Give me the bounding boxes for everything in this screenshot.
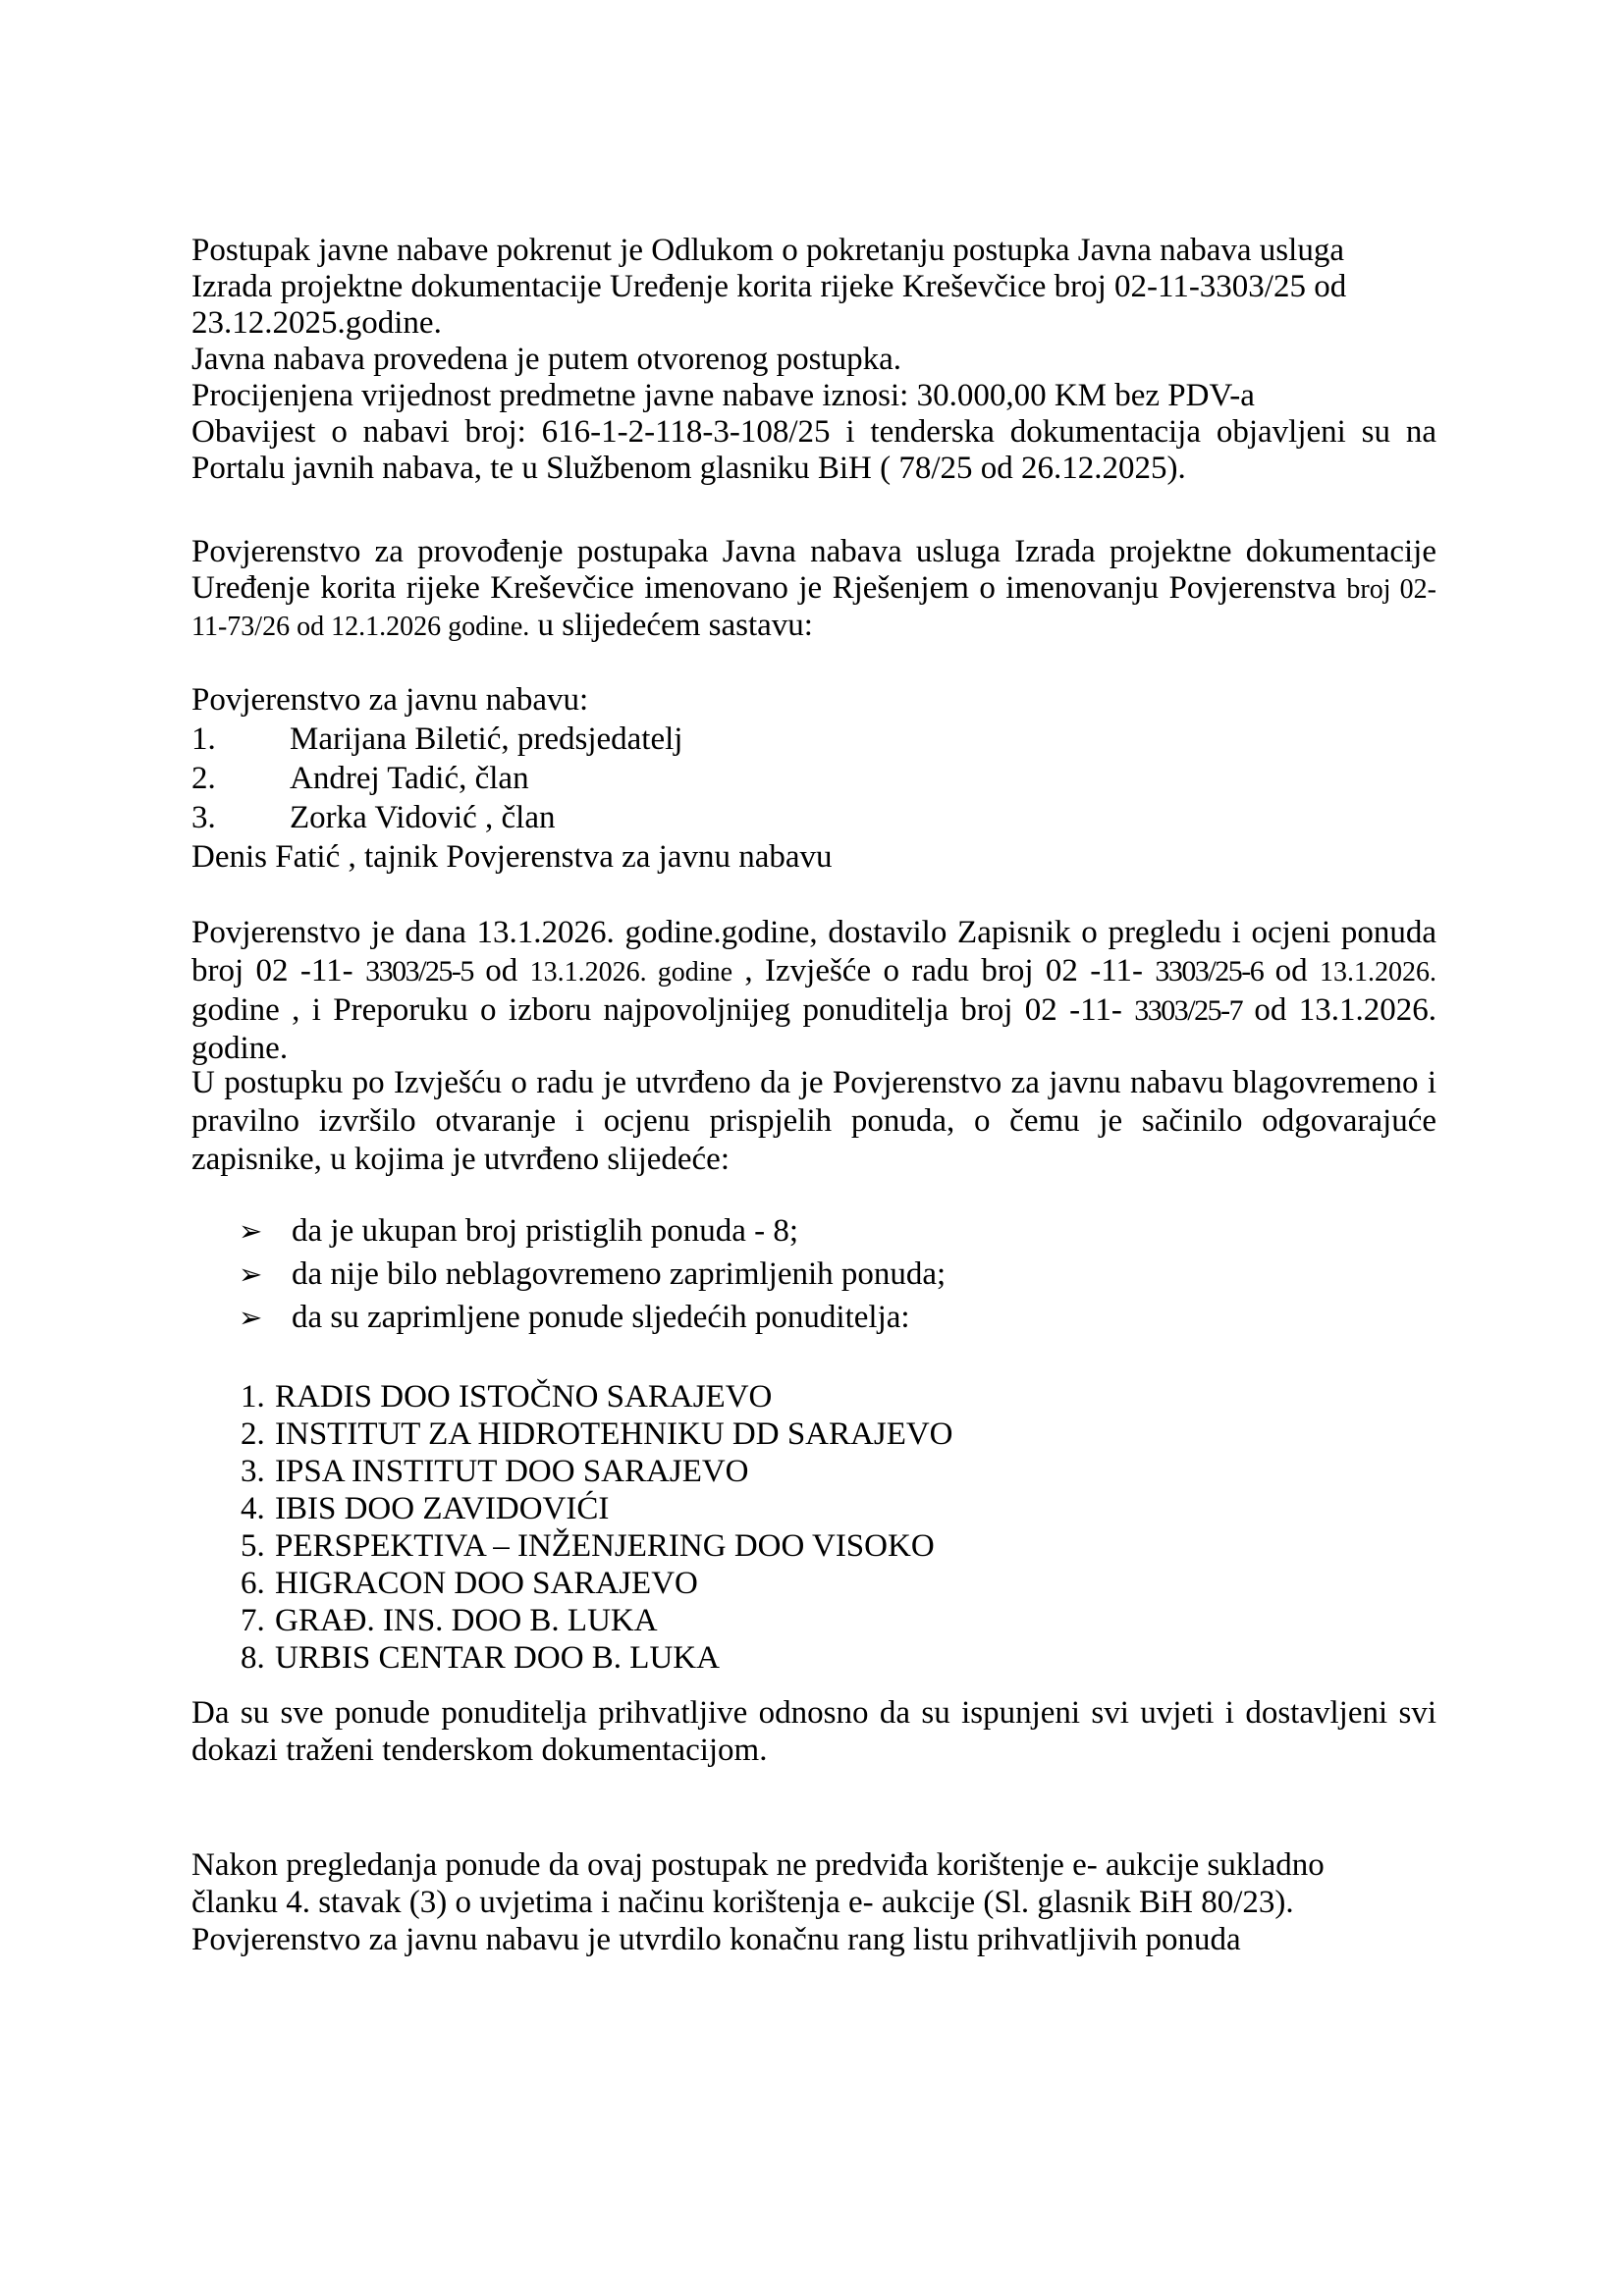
bullet-arrow-icon: ➢ (239, 1259, 263, 1291)
text-run: U postupku po Izvješću o radu je utvrđeno da je Povjerenstvo za javnu nabavu blagovremeno i (191, 1065, 1436, 1100)
list-item-text (292, 1256, 946, 1292)
text-line (191, 1884, 1436, 1921)
bullet-arrow-icon: ➢ (239, 1216, 263, 1248)
text-run: , Izvješće o radu broj 02 -11- (732, 953, 1156, 988)
list-item-text (290, 721, 682, 757)
text-run: Povjerenstvo za provođenje postupaka Javna nabava usluga Izrada projektne dokumentacije (191, 534, 1436, 569)
list-number: 4. (241, 1491, 265, 1526)
text-line (191, 1527, 1436, 1565)
text-run: IBIS DOO ZAVIDOVIĆI (275, 1491, 610, 1526)
list-item-text (290, 761, 529, 796)
list-item-text (275, 1603, 658, 1638)
text-run: da su zaprimljene ponude sljedećih ponuditelja: (292, 1300, 910, 1335)
text-line (191, 680, 1436, 720)
text-line (191, 534, 1436, 570)
text-line (191, 1565, 1436, 1602)
list-number: 5. (241, 1528, 265, 1564)
text-run: članku 4. stavak (3) o uvjetima i načinu korištenja e- aukcije (Sl. glasnik BiH 80/23). (191, 1885, 1294, 1920)
text-run: 3303/25-7 (1134, 994, 1243, 1027)
text-run: Denis Fatić , tajnik Povjerenstva za javnu nabavu (191, 839, 833, 875)
text-line (191, 1254, 1436, 1297)
text-run: Uređenje korita rijeke Kreševčice imenovano je Rješenjem o imenovanju Povjerenstva (191, 570, 1347, 606)
text-line (191, 798, 1436, 837)
paragraph-report-delivery (191, 914, 1436, 1068)
text-line (191, 378, 1436, 414)
list-item-text (275, 1640, 720, 1676)
text-line (191, 952, 1436, 991)
text-run: Povjerenstvo za javnu nabavu je utvrdilo konačnu rang listu prihvatljivih ponuda (191, 1922, 1241, 1957)
text-run: 13.1.2026. (1320, 957, 1437, 988)
text-run: INSTITUT ZA HIDROTEHNIKU DD SARAJEVO (275, 1416, 953, 1452)
text-line (191, 991, 1436, 1030)
text-run: od 13.1.2026. (1242, 992, 1437, 1028)
text-line (191, 1141, 1436, 1179)
text-line (191, 1732, 1436, 1769)
text-line (191, 1210, 1436, 1254)
paragraph-offers-acceptable (191, 1694, 1436, 1769)
paragraph-committee-appointment (191, 534, 1436, 645)
text-run: HIGRACON DOO SARAJEVO (275, 1566, 698, 1601)
list-number: 1. (241, 1379, 265, 1415)
text-line (191, 342, 1436, 378)
text-run: Izrada projektne dokumentacije Uređenje korita rijeke Kreševčice broj 02-11-3303/25 od (191, 269, 1347, 304)
text-run: Da su sve ponude ponuditelja prihvatljive odnosno da su ispunjeni svi uvjeti i dostavljeni svi (191, 1695, 1436, 1731)
text-run: pravilno izvršilo otvaranje i ocjenu prispjelih ponuda, o čemu je sačinilo odgovarajuće (191, 1103, 1436, 1139)
text-run: GRAĐ. INS. DOO B. LUKA (275, 1603, 658, 1638)
text-run: URBIS CENTAR DOO B. LUKA (275, 1640, 720, 1676)
text-line (191, 233, 1436, 269)
text-run: Marijana Biletić, predsjedatelj (290, 721, 683, 757)
text-run: Zorka Vidović , član (290, 800, 556, 835)
list-item-text (275, 1454, 749, 1489)
text-run: godine. (191, 1031, 289, 1066)
list-findings-bullets (191, 1210, 1436, 1340)
text-line (191, 1378, 1436, 1415)
text-line (191, 451, 1436, 487)
text-line (191, 1490, 1436, 1527)
paragraph-conclusion (191, 1846, 1436, 1958)
list-committee-members (191, 680, 1436, 877)
text-run: broj 02 -11- (191, 953, 366, 988)
text-run: Povjerenstvo za javnu nabavu: (191, 682, 589, 718)
text-run: 3303/25-6 (1155, 955, 1264, 988)
text-line (191, 1846, 1436, 1884)
text-line (191, 414, 1436, 451)
text-run: 23.12.2025.godine. (191, 305, 442, 341)
text-run: 11-73/26 od 12.1.2026 godine. (191, 612, 530, 642)
text-line (191, 1602, 1436, 1639)
text-run: zapisnike, u kojima je utvrđeno slijedeće: (191, 1142, 730, 1177)
text-run: od (472, 953, 530, 988)
text-line (191, 1102, 1436, 1141)
bullet-arrow-icon: ➢ (239, 1303, 263, 1334)
text-line (191, 1297, 1436, 1340)
text-run: IPSA INSTITUT DOO SARAJEVO (275, 1454, 749, 1489)
text-line (191, 269, 1436, 305)
text-run: u slijedećem sastavu: (529, 608, 813, 643)
text-line (191, 305, 1436, 342)
text-run: Povjerenstvo je dana 13.1.2026. godine.godine, dostavilo Zapisnik o pregledu i ocjeni ponuda (191, 915, 1436, 950)
list-number: 3. (191, 800, 216, 835)
list-item-text (275, 1416, 953, 1452)
text-run: 13.1.2026. godine (529, 957, 732, 988)
text-line (191, 570, 1436, 608)
text-run: Obavijest o nabavi broj: 616-1-2-118-3-108/25 i tenderska dokumentacija objavljeni su na (191, 414, 1436, 450)
list-item-text (292, 1213, 798, 1249)
text-line (191, 1064, 1436, 1102)
list-number: 6. (241, 1566, 265, 1601)
list-item-text (290, 800, 556, 835)
text-run: da je ukupan broj pristiglih ponuda - 8; (292, 1213, 798, 1249)
text-run: godine , i Preporuku o izboru najpovoljnijeg ponuditelja broj 02 -11- (191, 992, 1135, 1028)
text-line (191, 1694, 1436, 1732)
paragraph-procurement-intro (191, 233, 1436, 487)
text-run: Andrej Tadić, član (290, 761, 529, 796)
list-number: 1. (191, 721, 216, 757)
text-run: Procijenjena vrijednost predmetne javne nabave iznosi: 30.000,00 KM bez PDV-a (191, 378, 1255, 413)
text-run: RADIS DOO ISTOČNO SARAJEVO (275, 1379, 773, 1415)
list-number: 2. (191, 761, 216, 796)
text-run: Javna nabava provedena je putem otvorenog postupka. (191, 342, 902, 377)
text-line (191, 1030, 1436, 1068)
list-item-text (292, 1300, 910, 1335)
text-line (191, 837, 1436, 877)
paragraph-findings (191, 1064, 1436, 1179)
text-run: PERSPEKTIVA – INŽENJERING DOO VISOKO (275, 1528, 935, 1564)
text-run: da nije bilo neblagovremeno zaprimljenih ponuda; (292, 1256, 947, 1292)
text-line (191, 914, 1436, 952)
text-line (191, 608, 1436, 645)
text-run: 3303/25-5 (365, 955, 473, 988)
list-item-text (275, 1566, 698, 1601)
list-number: 3. (241, 1454, 265, 1489)
text-line (191, 720, 1436, 759)
text-run: od (1263, 953, 1321, 988)
text-line (191, 1415, 1436, 1453)
text-run: broj 02- (1346, 574, 1436, 605)
list-item-text (275, 1528, 935, 1564)
text-run: Nakon pregledanja ponude da ovaj postupak ne predviđa korištenje e- aukcije sukladno (191, 1847, 1325, 1883)
text-line (191, 1639, 1436, 1677)
text-line (191, 1453, 1436, 1490)
text-run: Postupak javne nabave pokrenut je Odlukom o pokretanju postupka Javna nabava usluga (191, 233, 1344, 268)
list-item-text (275, 1491, 609, 1526)
text-line (191, 759, 1436, 798)
list-number: 2. (241, 1416, 265, 1452)
text-run: dokazi traženi tenderskom dokumentacijom. (191, 1733, 768, 1768)
text-line (191, 1921, 1436, 1958)
list-number: 8. (241, 1640, 265, 1676)
list-bidders (191, 1378, 1436, 1677)
text-run: Portalu javnih nabava, te u Službenom glasniku BiH ( 78/25 od 26.12.2025). (191, 451, 1186, 486)
list-item-text (275, 1379, 772, 1415)
list-number: 7. (241, 1603, 265, 1638)
